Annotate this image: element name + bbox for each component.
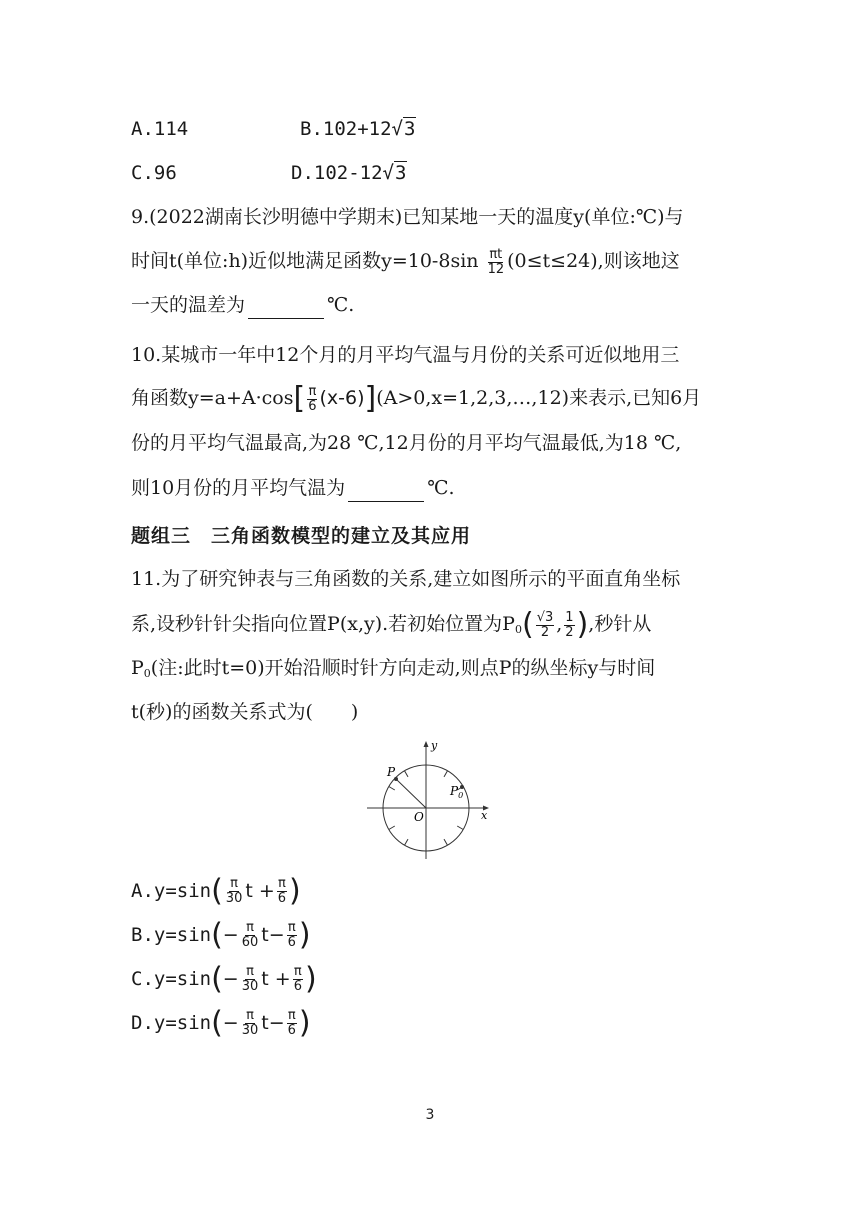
frac-num: π [246,964,254,979]
q8-option-d-prefix: D.102-12 [291,162,383,184]
q10-inner: (x-6) [319,387,365,409]
q10-line-1: 10.某城市一年中12个月的月平均气温与月份的关系可近似地用三 [131,344,680,366]
right-paren: ) [298,1005,311,1041]
q10-line-2 [131,381,702,416]
frac-den: 6 [277,891,287,906]
label-x: x [481,809,488,822]
option-frac-b [287,1009,297,1038]
q11-line-3-b: (注:此时t=0)开始沿顺时针方向走动,则点P的纵坐标y与时间 [150,657,656,679]
q9-line-3-b: ℃. [327,294,355,316]
q8-option-c: C.96 [131,162,177,184]
q9-line-2 [131,247,680,277]
sqrt-radicand: 3 [394,162,407,184]
frac-den: 6 [287,1023,296,1038]
left-paren: ( [211,1005,223,1041]
page-number: 3 [425,1107,435,1123]
sqrt-symbol: √3 [382,162,407,184]
option-frac-b [293,965,303,994]
frac-num: π [277,876,286,891]
q9-line-2-a: 时间t(单位:h)近似地满足函数y=10-8sin [131,250,479,272]
q10-frac-num: π [308,383,317,399]
frac-den: 30 [225,891,243,906]
p0-subscript: 0 [514,623,522,636]
q9-line-2-b: (0≤t≤24),则该地这 [507,250,680,272]
frac-den: 6 [287,935,296,950]
frac-num: π [230,876,238,891]
q11-option-d[interactable] [131,1005,311,1041]
option-frac-a [241,921,260,950]
label-p0: $P_0$ [450,784,464,800]
q11-line-2: 系,设秒针针尖指向位置P(x,y).若初始位置为$P_0$( $\frac{√3}{2}$ , $\frac{1}{2}$ ),秒针从 [131,607,652,642]
p0-x-fraction [536,611,555,640]
q10-line-2-a: 角函数y=a+A·cos [131,387,294,409]
q10-line-4 [131,474,454,502]
clock-figure [365,739,495,864]
q11-line-3-a: P [131,657,144,679]
p0-y-num: 1 [565,609,574,625]
sqrt-symbol: √3 [391,118,416,140]
q11-line-3 [131,654,655,688]
frac-num: π [287,1008,296,1023]
point-p0 [460,785,464,789]
left-paren: ( [521,607,534,642]
p0-subscript: 0 [143,667,151,680]
q10-line-3: 份的月平均气温最高,为28 ℃,12月份的月平均气温最低,为18 ℃, [131,432,682,454]
q9-frac-den: 12 [487,261,505,277]
q11-option-c[interactable] [131,961,317,997]
q10-line-4-a: 则10月份的月平均气温为 [131,477,346,499]
q9-fraction [487,248,506,277]
answer-blank[interactable] [348,481,424,502]
q11-option-b[interactable] [131,917,311,953]
frac-den: 30 [241,1023,259,1038]
p0-x-den: 2 [540,624,550,640]
left-paren: ( [211,917,223,953]
y-axis-arrow [424,741,429,747]
q8-option-d [291,159,407,187]
frac-den: 60 [241,935,259,950]
q11-line-1: 11.为了研究钟表与三角函数的关系,建立如图所示的平面直角坐标 [131,568,681,590]
q10-frac-den: 6 [308,398,317,414]
label-o: O [414,810,424,824]
frac-num: π [246,1008,254,1023]
option-frac-a [241,1009,260,1038]
q11-option-a[interactable] [131,873,301,909]
right-paren: ) [289,873,301,909]
option-mid: t + [245,880,275,902]
q9-frac-num: πt [489,246,503,262]
option-mid: t− [261,924,285,946]
section-heading: 题组三 三角函数模型的建立及其应用 [131,525,472,547]
q11-line-2-b: ,秒针从 [588,613,652,635]
right-paren: ) [298,917,311,953]
q11-line-4: t(秒)的函数关系式为( ) [131,701,359,723]
option-prefix: B.y=sin [131,924,212,946]
frac-num: π [293,964,302,979]
label-p: P [387,765,396,779]
q9-line-3-a: 一天的温差为 [131,294,246,316]
right-paren: ) [304,961,317,997]
p0-y-fraction [564,611,574,640]
option-prefix: C.y=sin [131,968,212,990]
option-frac-b [277,877,287,906]
q11-line-2-a: 系,设秒针针尖指向位置P(x,y).若初始位置为P [131,613,515,635]
option-mid: t + [261,968,291,990]
right-bracket: ] [364,381,377,416]
second-hand [396,779,426,808]
frac-num: π [287,920,296,935]
left-bracket: [ [293,381,306,416]
answer-blank[interactable] [248,298,324,319]
option-mid: t− [261,1012,285,1034]
option-frac-b [287,921,297,950]
left-paren: ( [211,873,223,909]
q10-line-4-b: ℃. [427,477,455,499]
q10-fraction [307,385,317,414]
p0-x-num: √3 [536,609,554,625]
q8-option-b [300,115,416,143]
label-y: y [431,739,438,752]
option-frac-a [225,877,244,906]
option-frac-a [241,965,260,994]
frac-num: π [246,920,254,935]
option-sign: − [222,1012,239,1034]
option-sign: − [222,968,239,990]
q9-line-3 [131,291,354,319]
option-prefix: D.y=sin [131,1012,212,1034]
option-prefix: A.y=sin [131,880,212,902]
q9-line-1: 9.(2022湖南长沙明德中学期末)已知某地一天的温度y(单位:℃)与 [131,206,684,228]
frac-den: 6 [293,979,302,994]
right-paren: ) [576,607,589,642]
q8-option-b-prefix: B.102+12 [300,118,392,140]
sqrt-radicand: 3 [403,118,416,140]
left-paren: ( [211,961,223,997]
q8-option-a: A.114 [131,118,189,140]
option-sign: − [222,924,239,946]
frac-den: 30 [241,979,259,994]
q10-line-2-b: (A>0,x=1,2,3,…,12)来表示,已知6月 [376,387,702,409]
p0-y-den: 2 [565,624,574,640]
